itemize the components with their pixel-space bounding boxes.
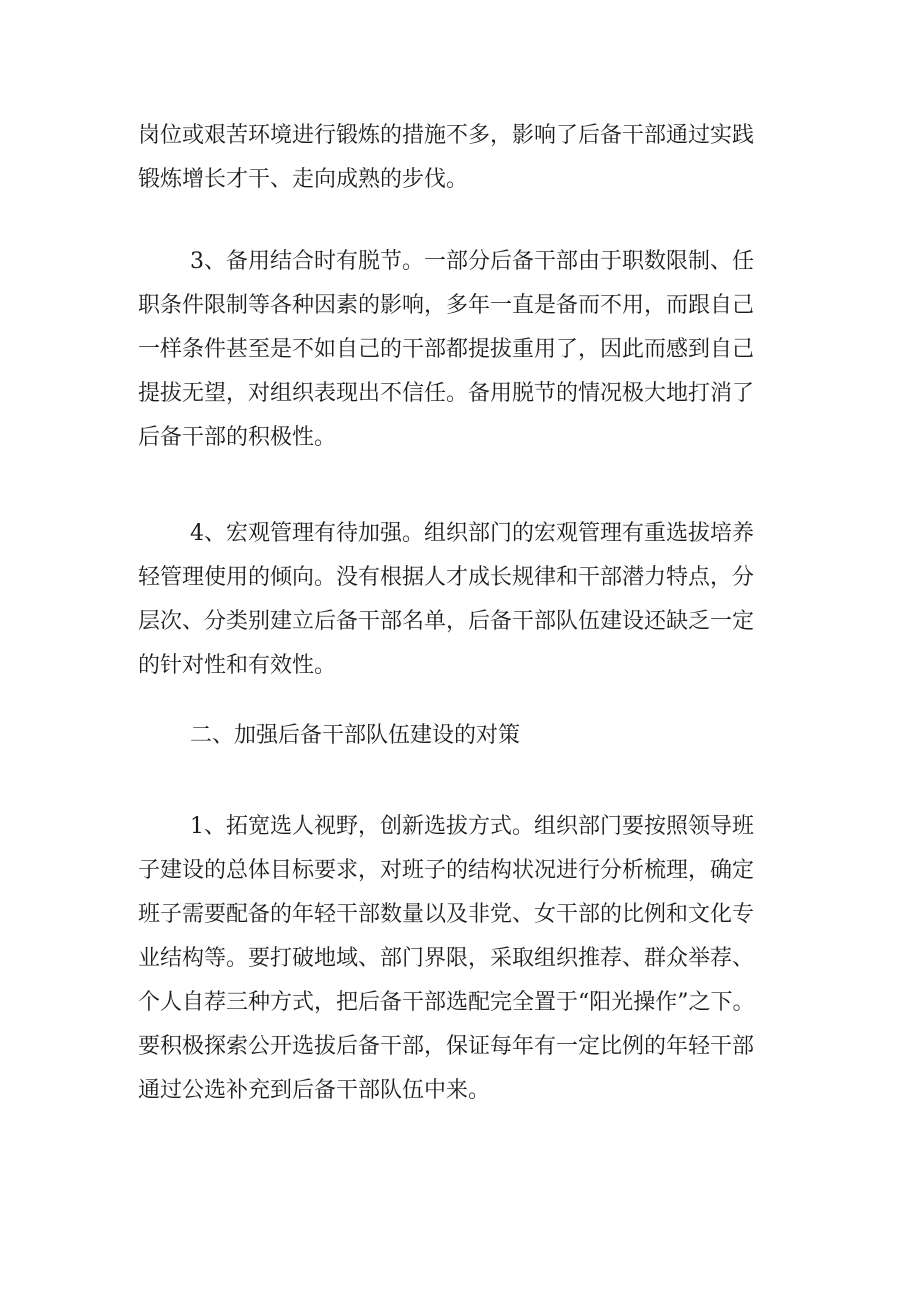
text-line: 提拔无望，对组织表现出不信任。备用脱节的情况极大地打消了 xyxy=(138,381,755,406)
text-line: 3、备用结合时有脱节。一部分后备干部由于职数限制、任 xyxy=(190,249,754,274)
text-line: 子建设的总体目标要求，对班子的结构状况进行分析梳理，确定 xyxy=(138,858,755,883)
text-line: 业结构等。要打破地域、部门界限，采取组织推荐、群众举荐、 xyxy=(138,946,755,971)
paragraph-item-4 xyxy=(138,512,798,688)
text-line: 通过公选补充到后备干部队伍中来。 xyxy=(138,1078,491,1103)
text-line: 个人自荐三种方式，把后备干部选配完全置于“阳光操作”之下。 xyxy=(138,990,755,1015)
text-line: 层次、分类别建立后备干部名单，后备干部队伍建设还缺乏一定 xyxy=(138,609,755,634)
paragraph-item-3 xyxy=(138,240,798,460)
text-line: 班子需要配备的年轻干部数量以及非党、女干部的比例和文化专 xyxy=(138,902,755,927)
section-heading xyxy=(138,714,798,758)
text-line: 锻炼增长才干、走向成熟的步伐。 xyxy=(138,167,469,192)
text-line: 后备干部的积极性。 xyxy=(138,425,337,450)
paragraph-item-1 xyxy=(138,805,798,1113)
text-line: 要积极探索公开选拔后备干部，保证每年有一定比例的年轻干部 xyxy=(138,1034,755,1059)
text-line: 1、拓宽选人视野，创新选拔方式。组织部门要按照领导班 xyxy=(190,814,754,839)
text-line: 一样条件甚至是不如自己的干部都提拔重用了，因此而感到自己 xyxy=(138,337,755,362)
text-line: 二、加强后备干部队伍建设的对策 xyxy=(190,723,521,748)
paragraph-continuation xyxy=(138,114,798,202)
text-line: 的针对性和有效性。 xyxy=(138,653,337,678)
text-line: 职条件限制等各种因素的影响，多年一直是备而不用，而跟自己 xyxy=(138,293,755,318)
text-line: 轻管理使用的倾向。没有根据人才成长规律和干部潜力特点，分 xyxy=(138,565,755,590)
text-line: 岗位或艰苦环境进行锻炼的措施不多，影响了后备干部通过实践 xyxy=(138,123,755,148)
text-line: 4、宏观管理有待加强。组织部门的宏观管理有重选拔培养 xyxy=(190,521,754,546)
